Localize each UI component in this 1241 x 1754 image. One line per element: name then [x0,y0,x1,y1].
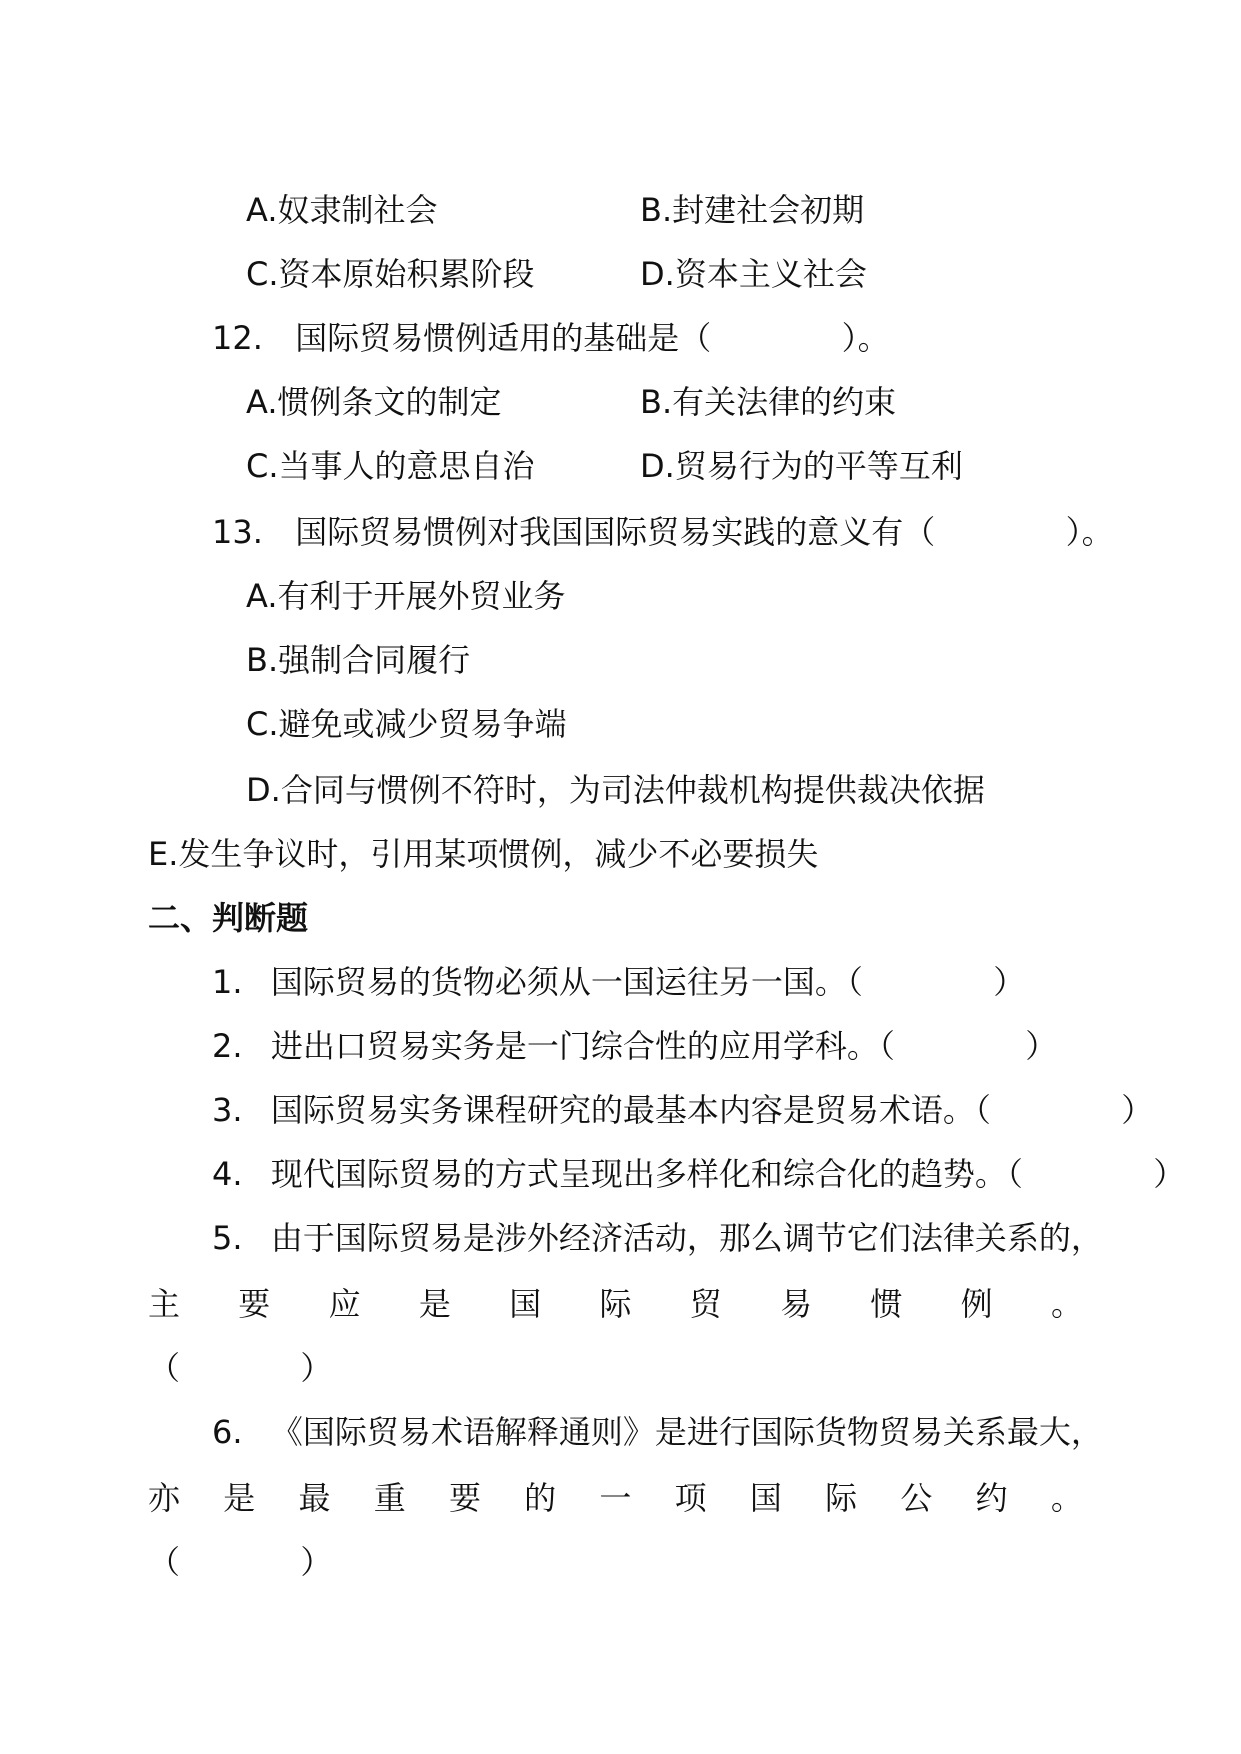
judgement-item-3 [212,1088,1153,1132]
paren-close: ） [300,1543,333,1581]
char: 国 [509,1285,542,1323]
q12-option-c: C.当事人的意思自治 [246,447,535,485]
q13-number: 13. [212,513,263,551]
item-close-paren: ） [1153,1155,1186,1193]
char: 约 [975,1479,1008,1517]
char: 要 [448,1479,481,1517]
item-text: 进出口贸易实务是一门综合性的应用学科。（ [270,1027,895,1065]
item-number: 5. [212,1219,243,1257]
q13-option-c: C.避免或减少贸易争端 [246,705,567,743]
char: 例 [960,1285,993,1323]
char: 应 [328,1285,361,1323]
item5-answer-paren [148,1346,332,1390]
item-number: 2. [212,1027,243,1065]
paren-close: ） [300,1349,333,1387]
char: 的 [524,1479,557,1517]
item-number: 3. [212,1091,243,1129]
char: 易 [780,1285,813,1323]
q11-option-d: D.资本主义社会 [640,255,867,293]
q12-close: ）。 [841,319,890,357]
q13-option-d: D.合同与惯例不符时，为司法仲裁机构提供裁决依据 [246,771,985,809]
item-text-line1: 由于国际贸易是涉外经济活动，那么调节它们法律关系的， [270,1219,1103,1257]
q12-option-b: B.有关法律的约束 [640,383,897,421]
char: 是 [418,1285,451,1323]
q11-option-c: C.资本原始积累阶段 [246,255,535,293]
char: 是 [223,1479,256,1517]
paren-open: （ [148,1543,181,1581]
item-number: 1. [212,963,243,1001]
item5-line2 [148,1282,1083,1326]
q11-option-a: A.奴隶制社会 [246,191,438,229]
judgement-item-4 [212,1152,1185,1196]
char: 重 [373,1479,406,1517]
q13-option-a: A.有利于开展外贸业务 [246,577,566,615]
char: 际 [825,1479,858,1517]
char: 公 [900,1479,933,1517]
q13-question [212,510,1114,554]
char: 最 [298,1479,331,1517]
q13-close: ）。 [1065,513,1114,551]
item-text: 国际贸易实务课程研究的最基本内容是贸易术语。（ [270,1091,991,1129]
paren-open: （ [148,1349,181,1387]
item-number: 4. [212,1155,243,1193]
q11-option-b: B.封建社会初期 [640,191,865,229]
char: 亦 [148,1479,181,1517]
char: 。 [1050,1479,1083,1517]
judgement-item-1 [212,960,1025,1004]
item-close-paren: ） [1025,1027,1058,1065]
char: 际 [599,1285,632,1323]
q12-option-a: A.惯例条文的制定 [246,383,502,421]
item-number: 6. [212,1413,243,1451]
char: 惯 [870,1285,903,1323]
item6-answer-paren [148,1540,332,1584]
item-text: 现代国际贸易的方式呈现出多样化和综合化的趋势。（ [270,1155,1023,1193]
q12-option-d: D.贸易行为的平等互利 [640,447,963,485]
q13-option-e: E.发生争议时，引用某项惯例，减少不必要损失 [148,835,819,873]
q12-question [212,316,890,360]
section-heading-judgement: 二、判断题 [148,899,309,937]
item-close-paren: ） [993,963,1026,1001]
item-close-paren: ） [1121,1091,1154,1129]
char: 一 [599,1479,632,1517]
q13-option-b: B.强制合同履行 [246,641,471,679]
q13-stem: 国际贸易惯例对我国国际贸易实践的意义有（ [295,513,936,551]
item6-line2 [148,1476,1083,1520]
char: 国 [749,1479,782,1517]
item-text-line1: 《国际贸易术语解释通则》是进行国际货物贸易关系最大， [270,1413,1103,1451]
char: 主 [148,1285,181,1323]
q12-stem: 国际贸易惯例适用的基础是（ [295,319,712,357]
q12-number: 12. [212,319,263,357]
char: 。 [1050,1285,1083,1323]
judgement-item-2 [212,1024,1057,1068]
item-text: 国际贸易的货物必须从一国运往另一国。（ [270,963,863,1001]
char: 贸 [689,1285,722,1323]
judgement-item-5 [212,1216,1103,1260]
char: 要 [238,1285,271,1323]
char: 项 [674,1479,707,1517]
judgement-item-6 [212,1410,1103,1454]
